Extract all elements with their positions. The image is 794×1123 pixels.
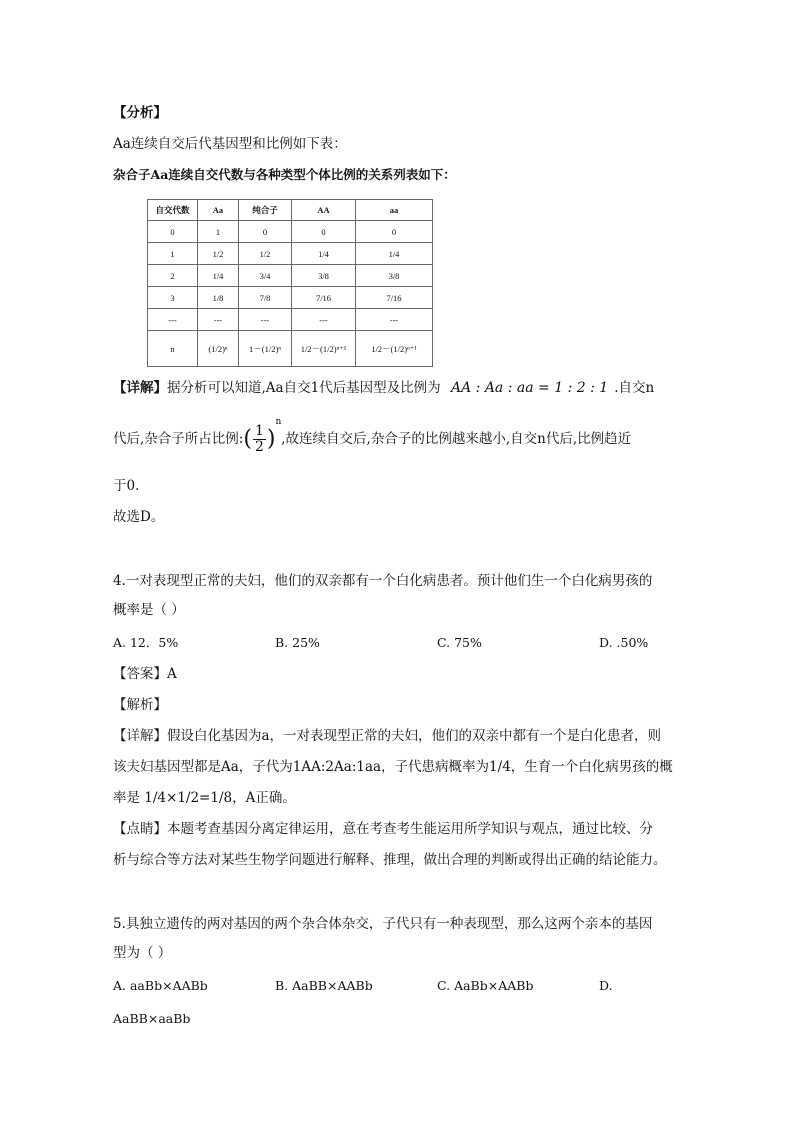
table-cell: --- <box>239 309 292 331</box>
table-header: aa <box>356 200 433 221</box>
q4-option-a[interactable]: A. 12．5% <box>113 635 179 650</box>
table-cell: 7/16 <box>292 287 356 309</box>
table-cell: (1/2)ⁿ <box>198 331 239 367</box>
q4-stem-line2: 概率是（ ） <box>113 602 185 618</box>
q5-option-a[interactable]: A. aaBb×AABb <box>113 978 208 993</box>
q4-option-c[interactable]: C. 75% <box>437 635 482 650</box>
table-row <box>148 265 433 287</box>
fraction-denominator: 2 <box>254 439 264 455</box>
table-cell: 3/8 <box>292 265 356 287</box>
ratio-formula: AA : Aa : aa = 1 : 2 : 1 <box>450 380 609 396</box>
q4-detail-line2: 该夫妇基因型都是Aa，子代为1AA:2Aa:1aa，子代患病概率为1/4，生育一个白化病男孩的概 <box>113 759 673 775</box>
table-cell: 1/4 <box>198 265 239 287</box>
table-cell: 0 <box>239 221 292 243</box>
half-fraction <box>253 424 266 455</box>
q4-option-b[interactable]: B. 25% <box>275 635 320 650</box>
table-cell: 7/8 <box>239 287 292 309</box>
table-cell: 3/4 <box>239 265 292 287</box>
q5-option-d-content[interactable]: AaBB×aaBb <box>113 1011 191 1026</box>
detail-paragraph-line3: 于0. <box>113 478 140 494</box>
q5-stem-line1: 5.具独立遗传的两对基因的两个杂合体杂交，子代只有一种表现型，那么这两个亲本的基因 <box>113 916 653 932</box>
table-cell: 1－(1/2)ⁿ <box>239 331 292 367</box>
table-cell: 1/2 <box>198 243 239 265</box>
table-cell: 1/2－(1/2)ⁿ⁺¹ <box>292 331 356 367</box>
table-cell: n <box>148 331 198 367</box>
table-caption: 杂合子Aa连续自交代数与各种类型个体比例的关系列表如下： <box>113 167 456 182</box>
detail-text: 据分析可以知道,Aa自交1代后基因型及比例为 <box>167 380 441 396</box>
analysis-intro: Aa连续自交后代基因型和比例如下表： <box>113 136 347 152</box>
detail-text: ,故连续自交后,杂合子的比例越来越小,自交n代后,比例趋近 <box>281 431 632 447</box>
q4-comment-line2: 析与综合等方法对某些生物学问题进行解释、推理，做出合理的判断或得出正确的结论能力。 <box>113 852 667 868</box>
table-cell: 1 <box>198 221 239 243</box>
table-cell: 1/8 <box>198 287 239 309</box>
fraction-exponent: n <box>275 416 282 427</box>
fraction-numerator: 1 <box>254 423 264 439</box>
detail-text: .自交n <box>614 380 655 396</box>
table-cell: 2 <box>148 265 198 287</box>
table-cell: 1/2－(1/2)ⁿ⁺¹ <box>356 331 433 367</box>
table-cell: --- <box>292 309 356 331</box>
q5-option-d[interactable]: D. <box>599 978 613 993</box>
table-row <box>148 309 433 331</box>
table-row <box>148 243 433 265</box>
table-cell: 0 <box>356 221 433 243</box>
q5-option-b[interactable]: B. AaBB×AABb <box>275 978 373 993</box>
table-header: 自交代数 <box>148 200 198 221</box>
table-cell: --- <box>198 309 239 331</box>
choice-text: 故选D。 <box>113 509 165 525</box>
table-row <box>148 221 433 243</box>
q4-detail-line1: 【详解】假设白化基因为a，一对表现型正常的夫妇，他们的双亲中都有一个是白化患者，则 <box>113 728 662 744</box>
detail-label: 【详解】 <box>113 380 167 396</box>
q5-option-c[interactable]: C. AaBb×AABb <box>437 978 534 993</box>
q5-stem-line2: 型为（ ） <box>113 945 172 961</box>
q4-answer: 【答案】A <box>113 666 177 682</box>
detail-text: 代后,杂合子所占比例: <box>113 431 244 447</box>
q4-option-d[interactable]: D. .50% <box>599 635 649 650</box>
q4-stem-line1: 4.一对表现型正常的夫妇，他们的双亲都有一个白化病患者。预计他们生一个白化病男孩的 <box>113 573 653 589</box>
detail-paragraph-line1 <box>113 379 654 397</box>
q4-comment-line1: 【点睛】本题考查基因分离定律运用，意在考查考生能运用所学知识与观点，通过比较、分 <box>113 821 653 837</box>
table-cell: 1/4 <box>356 243 433 265</box>
table-row <box>148 331 433 367</box>
detail-paragraph-line2: 代后,杂合子所占比例:( $\frac{1}{2}$ )$^n$,故连续自交后,杂合子的比例越来越小,自交n代后,比例趋近 <box>113 416 632 455</box>
table-cell: 0 <box>292 221 356 243</box>
table-header: AA <box>292 200 356 221</box>
table-header: 纯合子 <box>239 200 292 221</box>
table-cell: 1 <box>148 243 198 265</box>
table-header: Aa <box>198 200 239 221</box>
q4-analysis-heading: 【解析】 <box>113 697 167 713</box>
table-cell: 3 <box>148 287 198 309</box>
table-cell: --- <box>356 309 433 331</box>
table-cell: 0 <box>148 221 198 243</box>
table-cell: 7/16 <box>356 287 433 309</box>
table-cell: 1/4 <box>292 243 356 265</box>
genotype-ratio-table <box>147 199 433 367</box>
q4-detail-line3: 率是 1/4×1/2=1/8，A正确。 <box>113 790 296 806</box>
table-cell: 1/2 <box>239 243 292 265</box>
table-cell: 3/8 <box>356 265 433 287</box>
table-cell: --- <box>148 309 198 331</box>
table-row <box>148 287 433 309</box>
table-header-row <box>148 200 433 221</box>
analysis-heading: 【分析】 <box>113 105 167 121</box>
